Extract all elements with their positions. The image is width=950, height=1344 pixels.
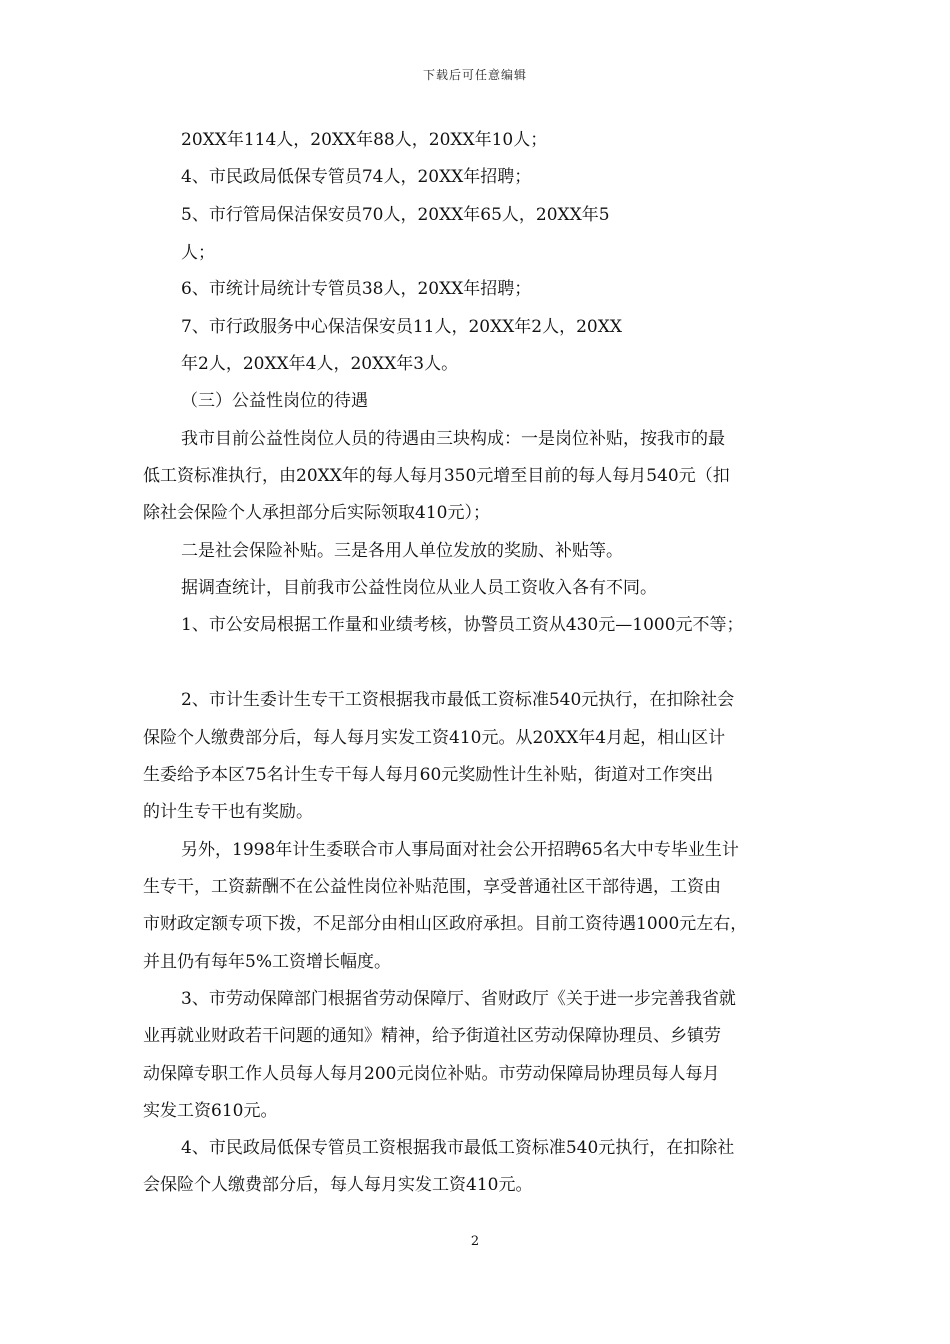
paragraph-line: 人； [181,243,215,263]
paragraph-line: 2、市计生委计生专干工资根据我市最低工资标准540元执行，在扣除社会 [181,690,735,710]
paragraph-line: 的计生专干也有奖励。 [143,802,313,822]
paragraph-line: 4、市民政局低保专管员74人，20XX年招聘； [181,167,532,187]
paragraph-line: 7、市行政服务中心保洁保安员11人，20XX年2人，20XX [181,317,622,337]
paragraph-line: 市财政定额专项下拨，不足部分由相山区政府承担。目前工资待遇1000元左右， [143,914,748,934]
paragraph-line: 生委给予本区75名计生专干每人每月60元奖励性计生补贴，街道对工作突出 [143,765,714,785]
paragraph-line: 1、市公安局根据工作量和业绩考核，协警员工资从430元—1000元不等； [181,615,744,635]
paragraph-line: 另外，1998年计生委联合市人事局面对社会公开招聘65名大中专毕业生计 [181,840,739,860]
paragraph-line: 保险个人缴费部分后，每人每月实发工资410元。从20XX年4月起，相山区计 [143,728,726,748]
paragraph-line: 除社会保险个人承担部分后实际领取410元）； [143,503,490,523]
paragraph-line: 业再就业财政若干问题的通知》精神，给予街道社区劳动保障协理员、乡镇劳 [143,1026,721,1046]
paragraph-line: 3、市劳动保障部门根据省劳动保障厅、省财政厅《关于进一步完善我省就 [181,989,736,1009]
page-header: 下载后可任意编辑 [422,68,527,82]
paragraph-line: 二是社会保险补贴。三是各用人单位发放的奖励、补贴等。 [181,541,623,561]
paragraph-line: 据调查统计，目前我市公益性岗位从业人员工资收入各有不同。 [181,578,657,598]
paragraph-line: 并且仍有每年5%工资增长幅度。 [143,952,391,972]
paragraph-line: 生专干，工资薪酬不在公益性岗位补贴范围，享受普通社区干部待遇，工资由 [143,877,721,897]
section-heading: （三）公益性岗位的待遇 [181,391,368,411]
paragraph-line: 4、市民政局低保专管员工资根据我市最低工资标准540元执行，在扣除社 [181,1138,735,1158]
paragraph-line: 6、市统计局统计专管员38人，20XX年招聘； [181,279,532,299]
paragraph-line: 20XX年114人，20XX年88人，20XX年10人； [181,130,548,150]
paragraph-line: 年2人，20XX年4人，20XX年3人。 [181,354,459,374]
paragraph-line: 动保障专职工作人员每人每月200元岗位补贴。市劳动保障局协理员每人每月 [143,1064,720,1084]
paragraph-line: 5、市行管局保洁保安员70人，20XX年65人，20XX年5 [181,205,610,225]
paragraph-line: 实发工资610元。 [143,1101,278,1121]
paragraph-line: 低工资标准执行，由20XX年的每人每月350元增至目前的每人每月540元（扣 [143,466,730,486]
page-number: 2 [470,1234,480,1249]
paragraph-line: 我市目前公益性岗位人员的待遇由三块构成：一是岗位补贴，按我市的最 [181,429,725,449]
paragraph-line: 会保险个人缴费部分后，每人每月实发工资410元。 [143,1175,533,1195]
